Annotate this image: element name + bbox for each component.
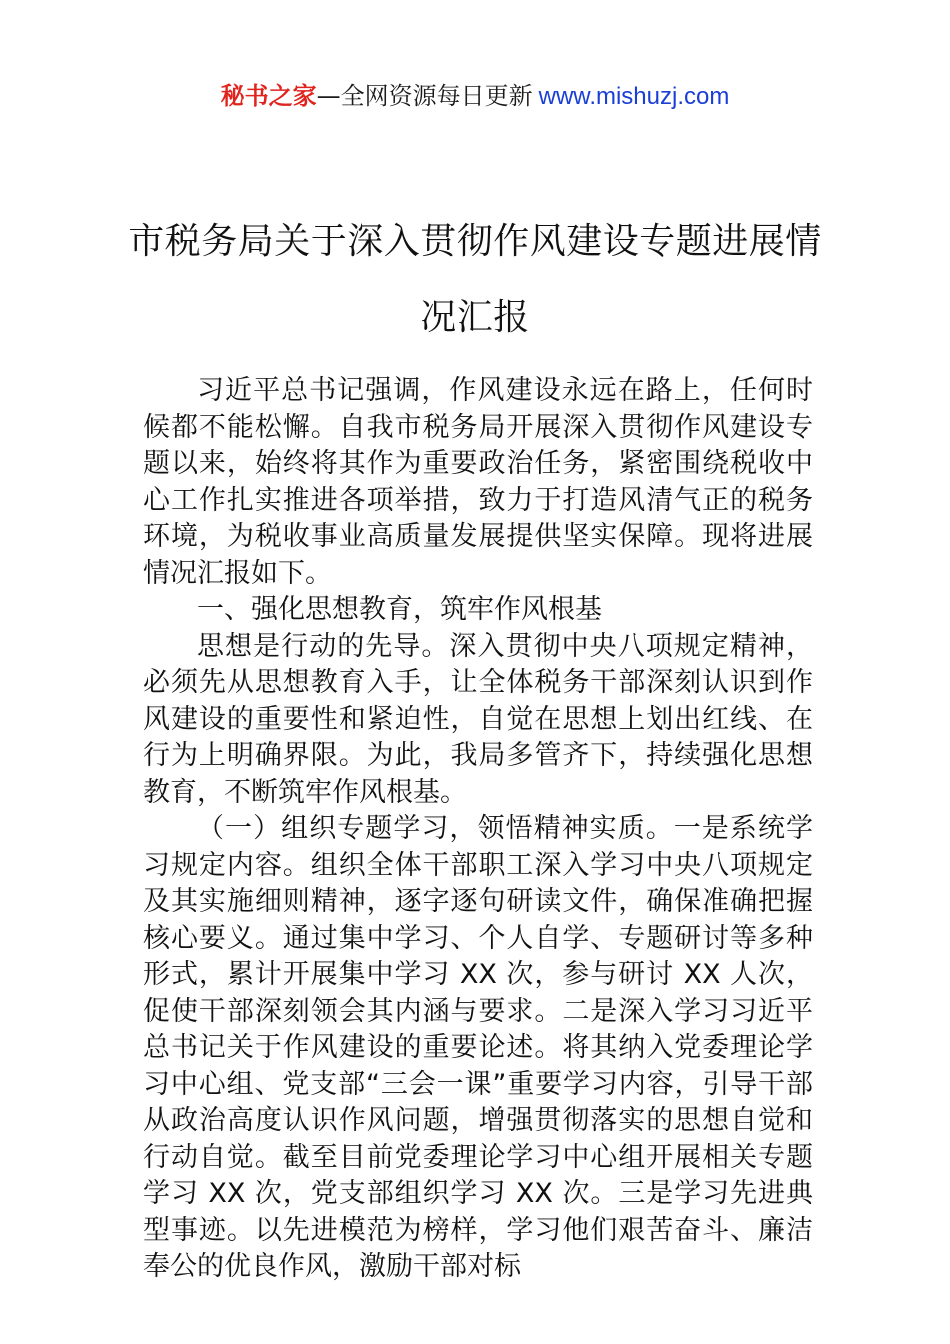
site-header: [0, 80, 950, 113]
document-title: 市税务局关于深入贯彻作风建设专题进展情况汇报: [128, 221, 822, 338]
site-brand: 秘书之家: [220, 82, 317, 110]
intro-paragraph: 习近平总书记强调，作风建设永远在路上，任何时候都不能松懈。自我市税务局开展深入贯彻作风建设专题以来，始终将其作为重要政治任务，紧密围绕税收中心工作扎实推进各项举措，致力于打造风清气正的税务环境，为税收事业高质量发展提供坚实保障。现将进展情况汇报如下。: [143, 375, 813, 589]
document-body: [143, 373, 813, 1286]
body-paragraph: （一）组织专题学习，领悟精神实质。一是系统学习规定内容。组织全体干部职工深入学习中央八项规定及其实施细则精神，逐字逐句研读文件，确保准确把握核心要义。通过集中学习、个人自学、专题研讨等多种形式，累计开展集中学习 XX 次，参与研讨 XX 人次，促使干部深刻领会其内涵与要求。二是深入学习习近平总书记关于作风建设的重要论述。将其纳入党委理论学习中心组、党支部“三会一课”重要学习内容，引导干部从政治高度认识作风问题，增强贯彻落实的思想自觉和行动自觉。截至目前党委理论学习中心组开展相关专题学习 XX 次，党支部组织学习 XX 次。三是学习先进典型事迹。以先进模范为榜样，学习他们艰苦奋斗、廉洁奉公的优良作风，激励干部对标: [143, 813, 813, 1282]
body-paragraph: 思想是行动的先导。深入贯彻中央八项规定精神，必须先从思想教育入手，让全体税务干部深刻认识到作风建设的重要性和紧迫性，自觉在思想上划出红线、在行为上明确界限。为此，我局多管齐下，持续强化思想教育，不断筑牢作风根基。: [143, 630, 813, 808]
header-dash: —: [316, 82, 341, 110]
site-url-link[interactable]: www.mishuzj.com: [538, 83, 730, 110]
section-heading-1: 一、强化思想教育，筑牢作风根基: [197, 594, 602, 625]
site-tagline: 全网资源每日更新: [340, 82, 533, 110]
